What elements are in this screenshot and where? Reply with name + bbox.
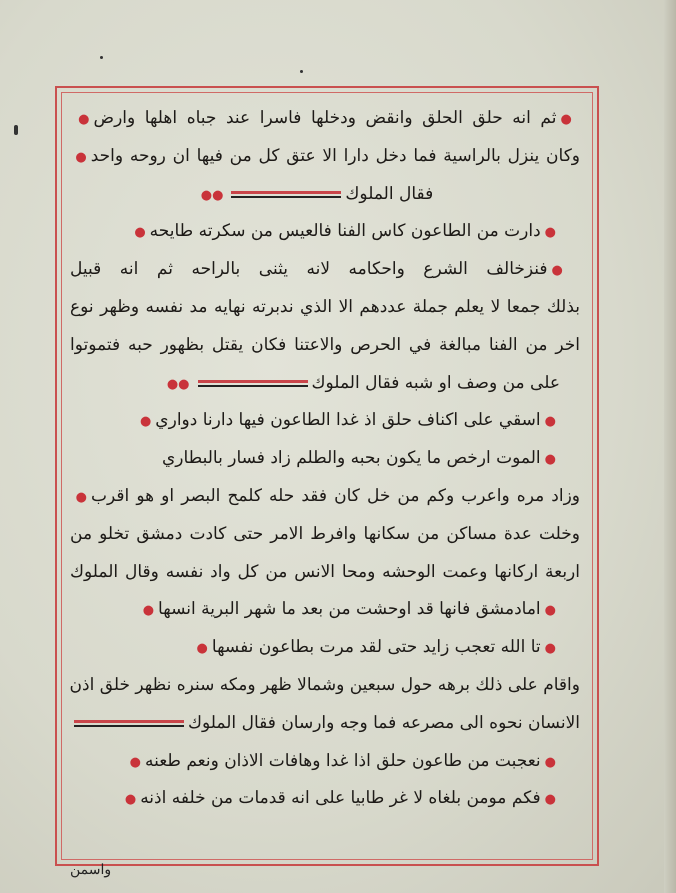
text-line: وزاد مره واعرب وكم من خل كان فقد حله كلمح البصر او هو اقرب● (74, 485, 580, 506)
catchword: واسمن (70, 862, 112, 878)
stain-mark (14, 125, 18, 135)
text-line: بذلك جمعا لا يعلم جملة عددهم الا الذي ندبرته نهايه مد نفسه وظهر نوع (70, 296, 580, 317)
rubric-overline (74, 720, 184, 727)
text-line: اخر من الفنا مبالغة في الحرص والاعتنا فكان يقتل بظهور حبه فتموتوا (70, 334, 580, 355)
verse-line: ●الموت ارخص ما يكون بحبه والطلم زاد فسار بالبطاري (161, 448, 556, 469)
text-line: الانسان نحوه الى مصرعه فما وجه وارسان فقال الملوك (70, 705, 580, 743)
text-line: ●ثم انه حلق الحلق وانقض ودخلها فاسرا عند جباه اهلها وارض● (74, 108, 576, 128)
verse-line: ●امادمشق فانها قد اوحشت من بعد ما شهر البرية انسها● (142, 599, 556, 620)
rubric-overline (231, 191, 341, 198)
text-line: اربعة اركانها وعمت الوحشه ومحا الانس من كل واد نفسه وقال الملوك (70, 561, 580, 582)
stain-mark (300, 70, 303, 73)
verse-line: ●دارت من الطاعون كاس الفنا فالعيس من سكرته طايحه● (134, 221, 556, 242)
rubric-line: فقال الملوك●● (200, 183, 434, 204)
stain-mark (100, 56, 103, 59)
rubric-overline (198, 380, 308, 387)
rubric-line: على من وصف او شبه فقال الملوك●● (166, 372, 560, 393)
page-edge (664, 0, 676, 893)
verse-line: ●اسقي على اكناف حلق اذ غدا الطاعون فيها دارنا دواري● (139, 410, 556, 431)
text-block (70, 100, 580, 818)
text-line: واقام على ذلك برهه حول سبعين وشمالا ظهر ومكه سنره نظهر خلق اذن (70, 674, 580, 695)
text-line: وخلت عدة مساكن من سكانها وافرط الامر حتى كادت دمشق تخلو من (70, 523, 580, 544)
verse-line: ●نعجبت من طاعون حلق اذا غدا وهافات الاذان ونعم طعنه● (129, 750, 556, 771)
verse-line: ●تا الله تعجب زايد حتى لقد مرت بطاعون نفسها● (196, 637, 556, 658)
verse-line: ●فكم مومن بلغاه لا غر طابيا على انه قدمات من خلفه اذنه● (124, 788, 556, 809)
text-line: ●فنزخالف الشرع واحكامه لانه يثنى بالراحه ثم انه قبيل (70, 259, 576, 280)
text-line: وكان ينزل بالراسية فما دخل دارا الا عتق كل من فيها ان روحه واحد● (74, 145, 580, 166)
